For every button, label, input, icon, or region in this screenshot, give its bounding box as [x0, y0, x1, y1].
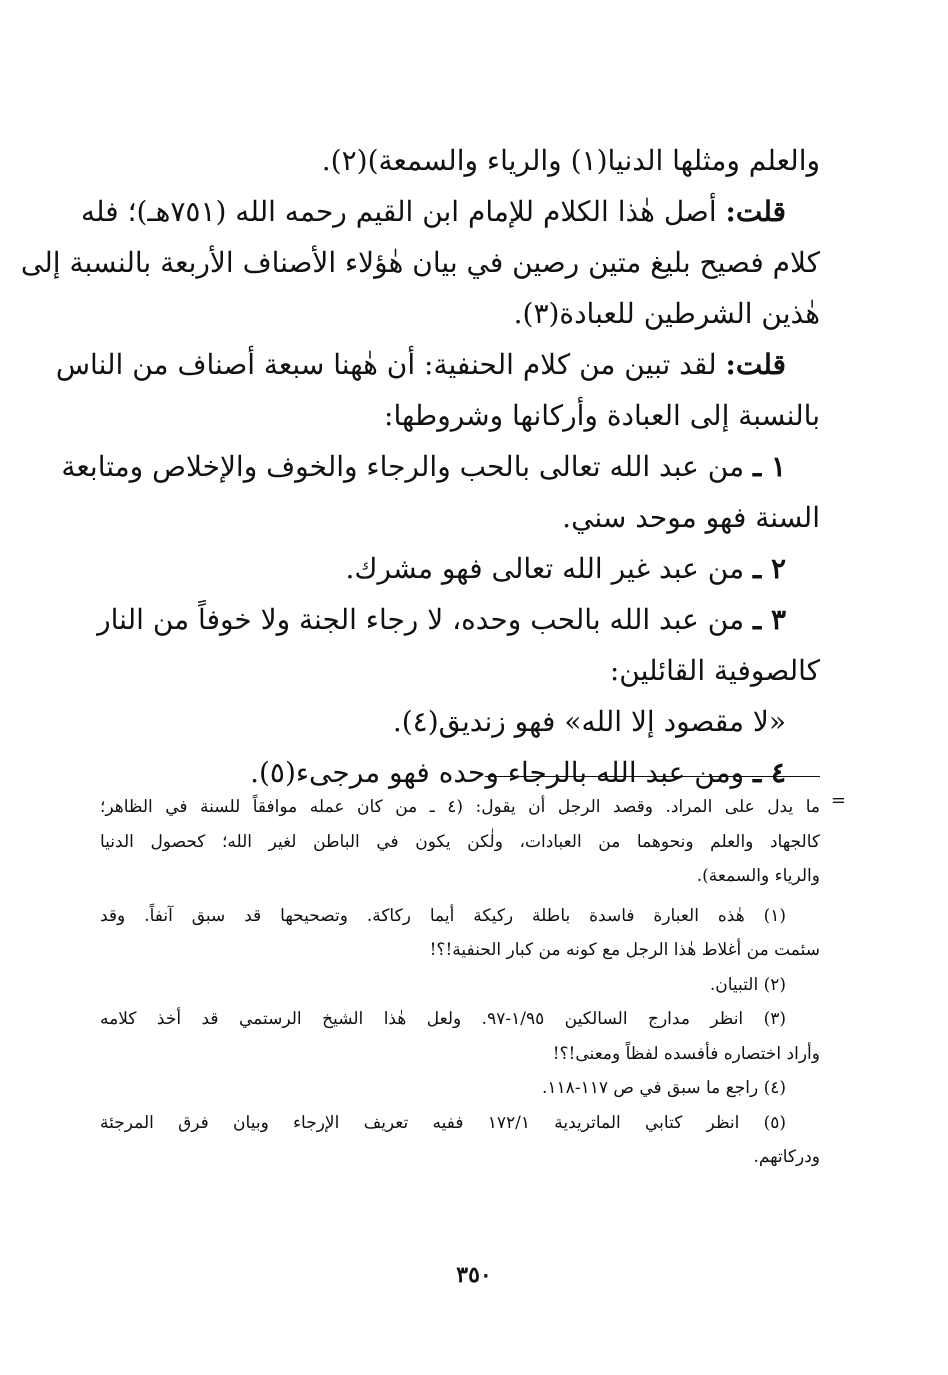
footnote-line: ما يدل على المراد. وقصد الرجل أن يقول: (٤ ـ من كان عمله موافقاً للسنة في الظاهر؛	[100, 797, 820, 817]
text-line: من عبد غير الله تعالى فهو مشرك.	[345, 552, 745, 585]
footnote-1: (١) هٰذه العبارة فاسدة باطلة ركيكة أيما ركاكة. وتصحيحها قد سبق آنفاً. وقد	[100, 905, 786, 926]
list-item-1	[61, 441, 820, 492]
footnote-line: كالجهاد والعلم ونحوهما من العبادات، ولٰكن يكون في الباطن لغير الله؛ كحصول الدنيا	[100, 831, 820, 852]
item-number: ١ ـ	[753, 450, 786, 483]
text-line: من عبد الله تعالى بالحب والرجاء والخوف والإخلاص ومتابعة	[61, 450, 745, 483]
text-line: كالصوفية القائلين:	[609, 654, 820, 687]
footnote-3: (٣) انظر مدارج السالكين ١/٩٥-٩٧. ولعل هٰذا الشيخ الرستمي قد أخذ كلامه	[100, 1009, 787, 1029]
footnote-5: (٥) انظر كتابي الماتريدية ١٧٢/١ ففيه تعريف الإرجاء وبيان فرق المرجئة	[100, 1112, 787, 1133]
item-number: ٢ ـ	[753, 552, 786, 585]
list-item-2	[105, 543, 820, 594]
text-line: لقد تبين من كلام الحنفية: أن هٰهنا سبعة أصناف من الناس	[55, 348, 717, 381]
paragraph-qult-2	[55, 339, 820, 390]
footnote-line: والرياء والسمعة).	[696, 866, 820, 886]
footnote-line: وأراد اختصاره فأفسده لفظاً ومعنى!؟!	[552, 1043, 820, 1064]
item-number: ٤ ـ	[753, 756, 786, 789]
text-line: من عبد الله بالحب وحده، لا رجاء الجنة ولا خوفاً من النار	[97, 603, 745, 636]
footnote-line: سئمت من أغلاط هٰذا الرجل مع كونه من كبار الحنفية!؟!	[429, 940, 820, 960]
page-number: ٣٥٠	[456, 1262, 492, 1288]
main-text	[20, 135, 820, 798]
footnote-4: (٤) راجع ما سبق في ص ١١٧-١١٨.	[542, 1078, 786, 1098]
quote-line: «لا مقصود إلا الله» فهو زنديق(٤).	[392, 705, 786, 738]
qult-label: قلت:	[725, 195, 786, 228]
item-number: ٣ ـ	[753, 603, 786, 636]
footnotes	[100, 790, 846, 1175]
qult-label: قلت:	[725, 348, 786, 381]
text-line: كلام فصيح بليغ متين رصين في بيان هٰؤلاء الأصناف الأربعة بالنسبة إلى	[20, 246, 820, 279]
text-line: ومن عبد الله بالرجاء وحده فهو مرجىء(٥).	[250, 756, 745, 789]
text-line: السنة فهو موحد سني.	[562, 501, 820, 534]
text-line: هٰذين الشرطين للعبادة(٣).	[513, 297, 820, 330]
footnote-divider	[485, 776, 820, 777]
text-line: أصل هٰذا الكلام للإمام ابن القيم رحمه الله (٧٥١هـ)؛ فله	[81, 195, 717, 228]
paragraph-qult-1	[81, 186, 820, 237]
footnote-line: ودركاتهم.	[753, 1147, 820, 1167]
continuation-marker: =	[830, 790, 846, 811]
text-line: والعلم ومثلها الدنيا(١) والرياء والسمعة)(٢).	[321, 144, 820, 177]
list-item-3	[97, 594, 820, 645]
footnote-2: (٢) التبيان.	[709, 974, 786, 995]
text-line: بالنسبة إلى العبادة وأركانها وشروطها:	[384, 399, 820, 432]
